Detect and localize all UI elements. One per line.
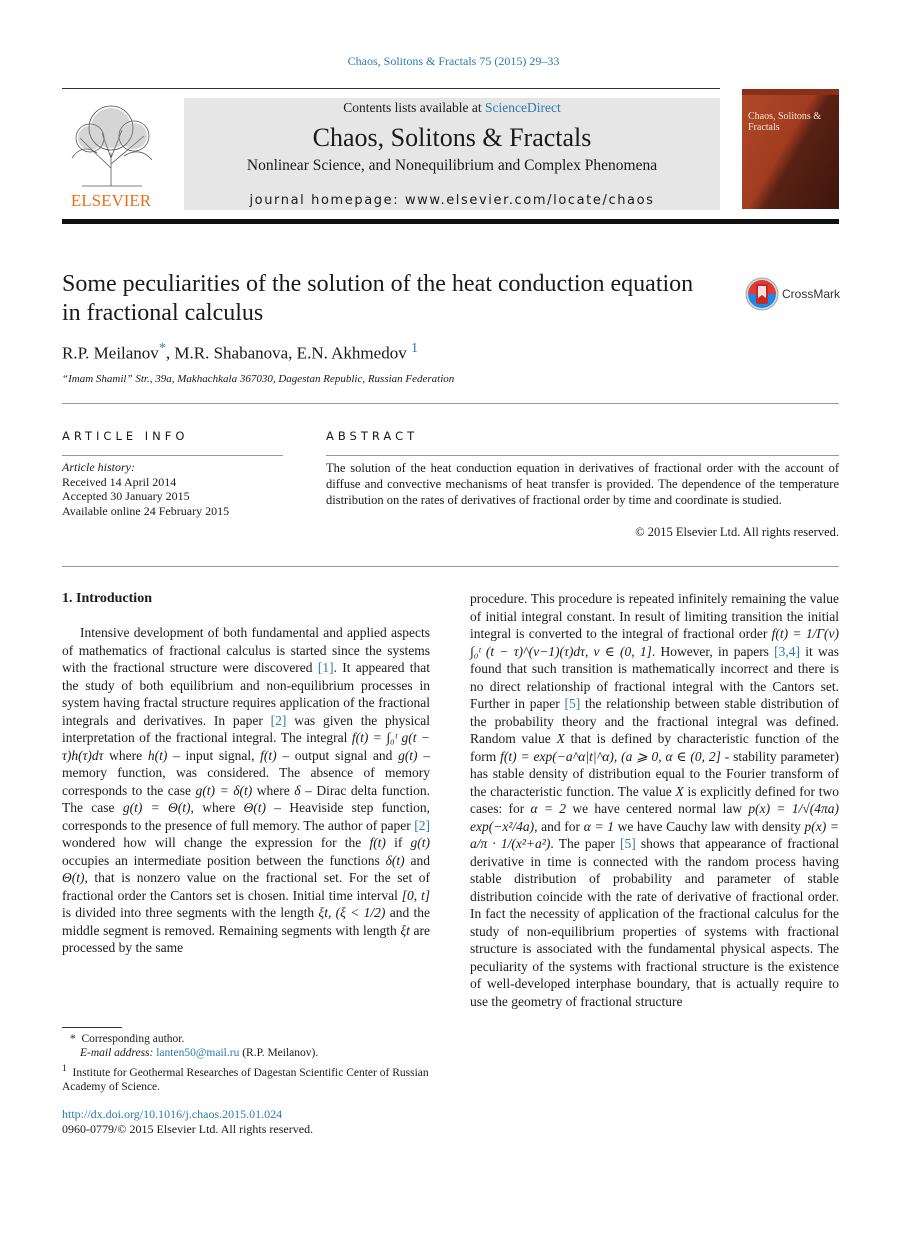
inline-math: δ	[294, 782, 301, 798]
cover-top-bar	[742, 89, 839, 95]
history-label: Article history:	[62, 460, 135, 474]
accepted-date: Accepted 30 January 2015	[62, 489, 190, 503]
email-link[interactable]: lanten50@mail.ru	[156, 1047, 240, 1059]
abstract-copyright: © 2015 Elsevier Ltd. All rights reserved.	[635, 525, 839, 539]
body-text: procedure. This procedure is repeated infinitely remaining the value of initial integral constant. In result of limiting transition the initial integral is converted to the integral of fractional order	[470, 591, 839, 641]
crossmark-badge[interactable]	[744, 276, 864, 312]
body-text: are processed by the same	[62, 922, 430, 955]
article-title: Some peculiarities of the solution of the heat conduction equation in fractional calculus	[62, 271, 694, 326]
journal-subtitle: Nonlinear Science, and Nonequilibrium and Complex Phenomena	[246, 157, 658, 174]
abstract-heading: ABSTRACT	[326, 429, 419, 443]
inline-math: g(t)	[398, 747, 418, 763]
inline-math: Θ(t)	[62, 870, 85, 885]
body-text: – Dirac delta function. The case	[62, 782, 430, 815]
body-text: . However, in papers	[651, 643, 775, 659]
inline-math: g(t) = Θ(t)	[122, 800, 191, 815]
homepage-url[interactable]: www.elsevier.com/locate/chaos	[404, 193, 655, 208]
online-date: Available online 24 February 2015	[62, 503, 230, 518]
crossmark-label: CrossMark	[782, 287, 841, 301]
body-text: - stability parameter) has stable density of distribution equal to the Fourier transform of the characteristic function. The value	[470, 748, 840, 799]
corr-mark: *	[70, 1033, 76, 1045]
elsevier-tree-logo[interactable]	[62, 98, 160, 210]
journal-title: Chaos, Solitons & Fractals	[312, 123, 592, 152]
divider	[326, 455, 839, 456]
elsevier-wordmark: ELSEVIER	[70, 191, 152, 210]
inline-math: δ(t)	[385, 852, 405, 868]
body-text: Intensive development of both fundamental and applied aspects of mathematics of fractional calculus is started since the systems with the fractional structure were discovered	[62, 625, 430, 675]
citation-link[interactable]: [3,4]	[774, 643, 801, 659]
inline-math: f(t) = exp(−a^α|t|^α)	[500, 748, 614, 764]
citation-link[interactable]: [2]	[414, 817, 430, 833]
inline-math: f(t) = ∫₀ᵗ g(t − τ)h(τ)dτ	[62, 730, 430, 763]
inline-math: f(t) = 1/Γ(ν) ∫₀ᵗ (t − τ)^(ν−1)(τ)dτ, ν ∈ (0, 1]	[470, 626, 839, 659]
inline-math: X	[556, 731, 565, 746]
header-top-rule	[62, 88, 720, 89]
inline-math: ξt	[400, 922, 410, 938]
intro-right-column	[470, 590, 839, 1010]
divider	[62, 455, 283, 456]
footnote-1-mark[interactable]: 1	[410, 340, 419, 356]
corresponding-author-mark[interactable]: *	[158, 340, 166, 356]
body-text: and the middle segment is removed. Remaining segments with length	[62, 905, 430, 938]
email-label: E-mail address:	[80, 1047, 157, 1059]
citation-link[interactable]: [5]	[564, 696, 581, 711]
intro-paragraph-right	[470, 590, 839, 1010]
footnote-rule	[62, 1027, 122, 1028]
journal-cover-image[interactable]	[742, 89, 839, 209]
article-history	[62, 460, 283, 518]
doi-link[interactable]: http://dx.doi.org/10.1016/j.chaos.2015.01.024	[62, 1107, 283, 1121]
body-text: . The paper	[550, 836, 621, 851]
cover-title: Chaos, Solitons & Fractals	[748, 111, 822, 133]
body-text: – output signal and	[276, 747, 399, 763]
inline-math: [0, t]	[401, 887, 430, 903]
body-text: was given the physical interpretation of the fractional integral. The integral	[62, 712, 430, 745]
inline-math: p(x) = a/π · 1/(x²+a²)	[470, 818, 840, 851]
body-text: occupies an intermediate position between the functions	[62, 852, 386, 868]
intro-paragraph-left	[62, 624, 430, 957]
body-text: shows that appearance of fractional derivative in time is connected with the random process having stable distribution of probability and parameter of stable distribution coincide with the rate of derivative of fractional order. In fact the necessity of application of the fractional calculus for the study of non-equilibrium properties of systems with fractional structure is associated with the fundamental physical aspects. The peculiarity of the systems with fractional structure is the existence of well-developed interphase boundary, that is actually require to use the geometry of fractional structure	[470, 836, 840, 1009]
author-others: , M.R. Shabanova, E.N. Akhmedov	[165, 343, 407, 363]
inline-math: α = 1	[583, 818, 614, 834]
inline-math: X	[675, 783, 684, 799]
fn1-mark: 1	[62, 1063, 67, 1074]
sciencedirect-link[interactable]: ScienceDirect	[485, 100, 561, 115]
crossmark-icon	[744, 276, 780, 312]
citation-link[interactable]: [1]	[317, 660, 334, 675]
inline-math: f(t)	[369, 835, 386, 850]
section-heading-introduction: 1. Introduction	[62, 591, 152, 606]
body-text: wondered how will change the expression for the	[62, 835, 370, 850]
body-text: . It appeared that the study of both equilibrium and non-equilibrium processes in system having fractal structure requires application of the fractional integrals and derivatives. In paper	[62, 660, 430, 728]
inline-math: f(t)	[260, 747, 277, 763]
body-text: , where	[190, 800, 244, 815]
divider	[62, 403, 839, 404]
body-text: we have centered normal law	[566, 801, 749, 816]
inline-math: g(t) = δ(t)	[195, 782, 253, 798]
inline-math: Θ(t)	[243, 800, 266, 815]
corresponding-author-note: Corresponding author.	[81, 1033, 185, 1045]
contents-available	[184, 100, 720, 116]
author-list	[62, 340, 418, 364]
intro-left-column	[62, 624, 430, 957]
body-text: if	[385, 835, 411, 850]
inline-math: ξt, (ξ < 1/2)	[318, 905, 386, 920]
body-text: – memory function, was considered. The absence of memory corresponds to the case	[62, 747, 430, 798]
body-text: is divided into three segments with the length	[62, 905, 319, 920]
header-thick-rule	[62, 219, 839, 224]
body-text: and	[404, 852, 430, 868]
journal-homepage	[184, 193, 720, 208]
body-text: we have Cauchy law with density	[613, 818, 805, 834]
citation-link[interactable]: [2]	[270, 712, 287, 728]
body-text: the relationship between stable distribution of the probability theory and the fractional integral was defined. Random value	[470, 696, 839, 746]
body-text: that is defined by characteristic function of the form	[470, 731, 840, 764]
body-text: – input signal,	[167, 747, 261, 763]
body-text: is explicitly defined for two cases: for	[470, 783, 839, 816]
citation-link[interactable]: [5]	[620, 836, 636, 851]
body-text: , that is nonzero value on the fractional set. For the set of fractional order the Cantors set is chosen. Initial time interval	[62, 870, 430, 903]
email-who: (R.P. Meilanov).	[239, 1047, 319, 1059]
inline-math: (a ⩾ 0, α ∈ (0, 2]	[621, 748, 721, 764]
body-text: where	[252, 782, 295, 798]
footnotes	[62, 1032, 430, 1094]
abstract-text: The solution of the heat conduction equation in derivatives of fractional order with the account of diffuse and convective mechanisms of heat transfer is provided. The dependence of the temperature distribution on the rates of derivatives of fractional order by time and coordinate is studied.	[326, 461, 839, 507]
body-text: where	[103, 747, 148, 763]
inline-math: g(t)	[410, 835, 430, 850]
footnote-1-text: Institute for Geothermal Researches of Dagestan Scientific Center of Russian Academy of Science.	[62, 1066, 429, 1093]
issn-copyright: 0960-0779/© 2015 Elsevier Ltd. All rights reserved.	[62, 1122, 314, 1136]
article-info-heading: ARTICLE INFO	[62, 429, 189, 443]
inline-math: α = 2	[530, 801, 567, 816]
body-text: , and for	[534, 818, 584, 834]
divider	[62, 566, 839, 567]
author-meilanov: R.P. Meilanov	[62, 343, 159, 363]
body-text: – Heaviside step function, corresponds to the presence of full memory. The author of paper	[62, 800, 431, 833]
contents-prefix: Contents lists available at	[343, 100, 485, 115]
inline-math: h(t)	[147, 747, 168, 763]
body-text: it was found that such transition is mathematically incorrect and there is no direct relationship of fractional integral with the Cantors set. Further in paper	[470, 643, 839, 711]
affiliation: “Imam Shamil” Str., 39a, Makhachkala 367030, Dagestan Republic, Russian Federation	[62, 373, 455, 385]
received-date: Received 14 April 2014	[62, 474, 177, 489]
journal-citation[interactable]: Chaos, Solitons & Fractals 75 (2015) 29–33	[347, 54, 560, 68]
body-text: ,	[613, 748, 622, 764]
inline-math: p(x) = 1/√(4πa) exp(−x²/4a)	[470, 801, 839, 834]
homepage-label: journal homepage:	[249, 193, 405, 208]
